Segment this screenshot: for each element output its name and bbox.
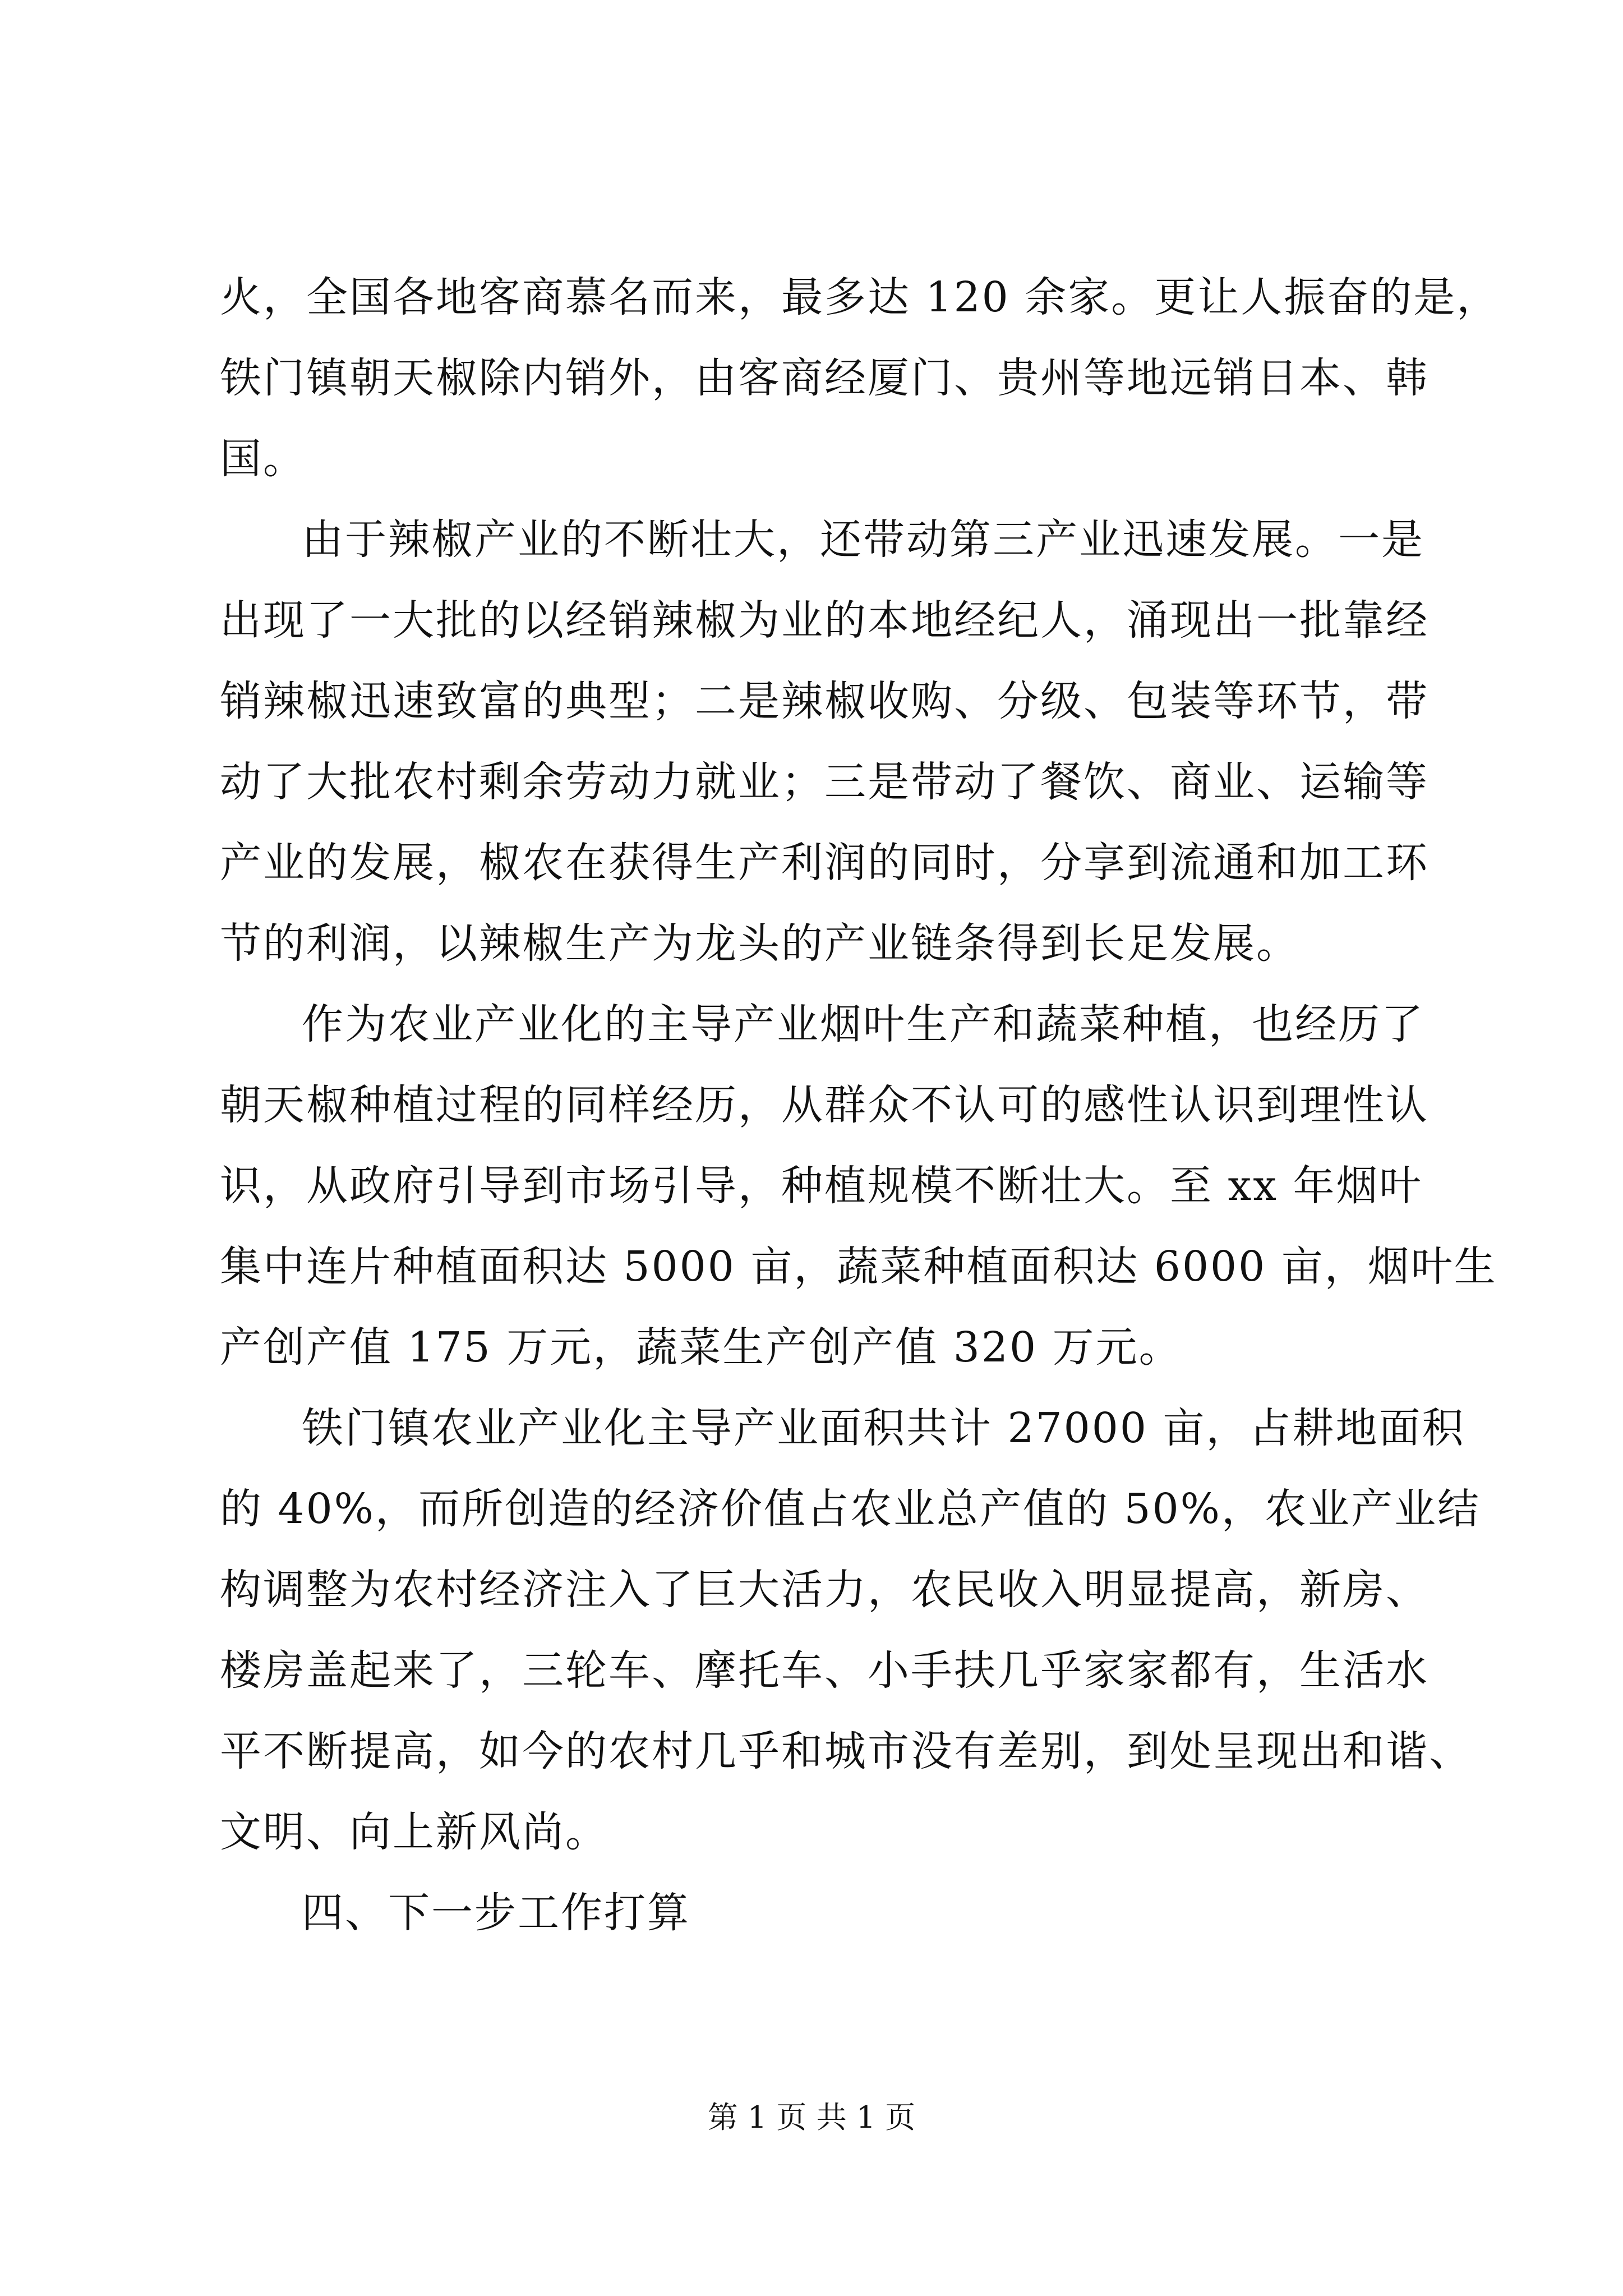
text-line: 的 40%，而所创造的经济价值占农业总产值的 50%，农业产业结 bbox=[220, 1485, 1481, 1533]
text-line: 铁门镇朝天椒除内销外，由客商经厦门、贵州等地远销日本、韩 bbox=[220, 354, 1429, 402]
text-line: 产创产值 175 万元，蔬菜生产创产值 320 万元。 bbox=[220, 1323, 1182, 1372]
paragraph-first-line: 作为农业产业化的主导产业烟叶生产和蔬菜种植，也经历了 bbox=[302, 1000, 1424, 1048]
text-line: 识，从政府引导到市场引导，种植规模不断壮大。至 xx 年烟叶 bbox=[220, 1162, 1423, 1210]
text-line: 火，全国各地客商慕名而来，最多达 120 余家。更让人振奋的是， bbox=[220, 273, 1500, 321]
section-heading: 四、下一步工作打算 bbox=[302, 1889, 690, 1937]
page-number-footer: 第 1 页 共 1 页 bbox=[707, 2100, 916, 2135]
paragraph-first-line: 铁门镇农业产业化主导产业面积共计 27000 亩，占耕地面积 bbox=[302, 1404, 1465, 1452]
text-line: 销辣椒迅速致富的典型；二是辣椒收购、分级、包装等环节，带 bbox=[220, 677, 1429, 725]
text-line: 构调整为农村经济注入了巨大活力，农民收入明显提高，新房、 bbox=[220, 1566, 1429, 1614]
document-body bbox=[220, 257, 1500, 1953]
text-line: 动了大批农村剩余劳动力就业；三是带动了餐饮、商业、运输等 bbox=[220, 758, 1429, 806]
text-line: 出现了一大批的以经销辣椒为业的本地经纪人，涌现出一批靠经 bbox=[220, 596, 1429, 645]
text-line: 国。 bbox=[220, 435, 306, 483]
text-line: 产业的发展，椒农在获得生产利润的同时，分享到流通和加工环 bbox=[220, 839, 1429, 887]
text-line: 楼房盖起来了，三轮车、摩托车、小手扶几乎家家都有，生活水 bbox=[220, 1646, 1429, 1695]
paragraph-first-line: 由于辣椒产业的不断壮大，还带动第三产业迅速发展。一是 bbox=[302, 516, 1424, 564]
text-line: 平不断提高，如今的农村几乎和城市没有差别，到处呈现出和谐、 bbox=[220, 1727, 1472, 1775]
text-line: 文明、向上新风尚。 bbox=[220, 1808, 608, 1856]
text-line: 集中连片种植面积达 5000 亩，蔬菜种植面积达 6000 亩，烟叶生 bbox=[220, 1243, 1497, 1291]
text-line: 朝天椒种植过程的同样经历，从群众不认可的感性认识到理性认 bbox=[220, 1081, 1429, 1129]
text-line: 节的利润，以辣椒生产为龙头的产业链条得到长足发展。 bbox=[220, 919, 1299, 968]
